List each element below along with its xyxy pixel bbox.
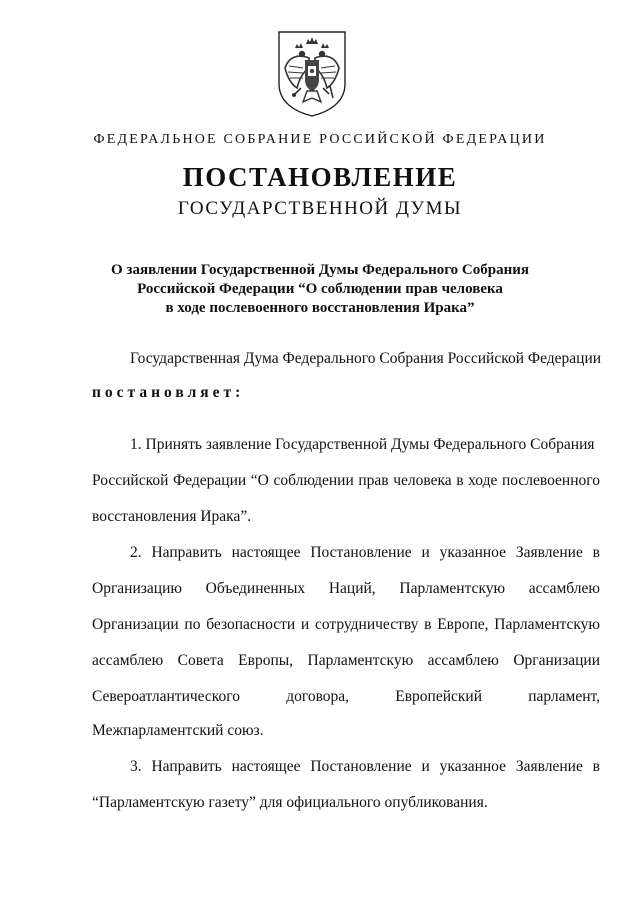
item-3-line-2: “Парламентскую газету” для официального опубликования. [92, 794, 488, 811]
decree-word: постановляет: [92, 384, 245, 401]
item-2-line-2: Организацию Объединенных Наций, Парламентскую ассамблею [92, 580, 600, 597]
subject-line-3: в ходе послевоенного восстановления Ирака” [165, 300, 475, 316]
item-1-line-3: восстановления Ирака”. [92, 508, 252, 525]
item-2-line-3: Организации по безопасности и сотрудничеству в Европе, Парламентскую [92, 616, 600, 633]
item-2-line-4: ассамблею Совета Европы, Парламентскую ассамблею Организации [92, 652, 600, 669]
item-3-line-1: 3. Направить настоящее Постановление и указанное Заявление в [130, 758, 600, 775]
item-2-line-5: Североатлантического договора, Европейский парламент, [92, 688, 600, 705]
item-1-line-1: 1. Принять заявление Государственной Думы Федерального Собрания [130, 436, 595, 453]
item-1-line-2: Российской Федерации “О соблюдении прав человека в ходе послевоенного [92, 472, 600, 489]
item-2-line-1: 2. Направить настоящее Постановление и указанное Заявление в [130, 544, 600, 561]
item-2-line-6: Межпарламентский союз. [92, 722, 264, 739]
organization-name: ФЕДЕРАЛЬНОЕ СОБРАНИЕ РОССИЙСКОЙ ФЕДЕРАЦИИ [93, 132, 547, 147]
preamble-text: Государственная Дума Федерального Собрания Российской Федерации [130, 350, 602, 367]
subject-line-1: О заявлении Государственной Думы Федерального Собрания [111, 262, 529, 278]
document-issuer-heading: ГОСУДАРСТВЕННОЙ ДУМЫ [177, 198, 463, 219]
coat-of-arms-emblem [275, 28, 349, 118]
document-type-heading: ПОСТАНОВЛЕНИЕ [182, 162, 458, 192]
subject-line-2: Российской Федерации “О соблюдении прав человека [137, 281, 503, 297]
